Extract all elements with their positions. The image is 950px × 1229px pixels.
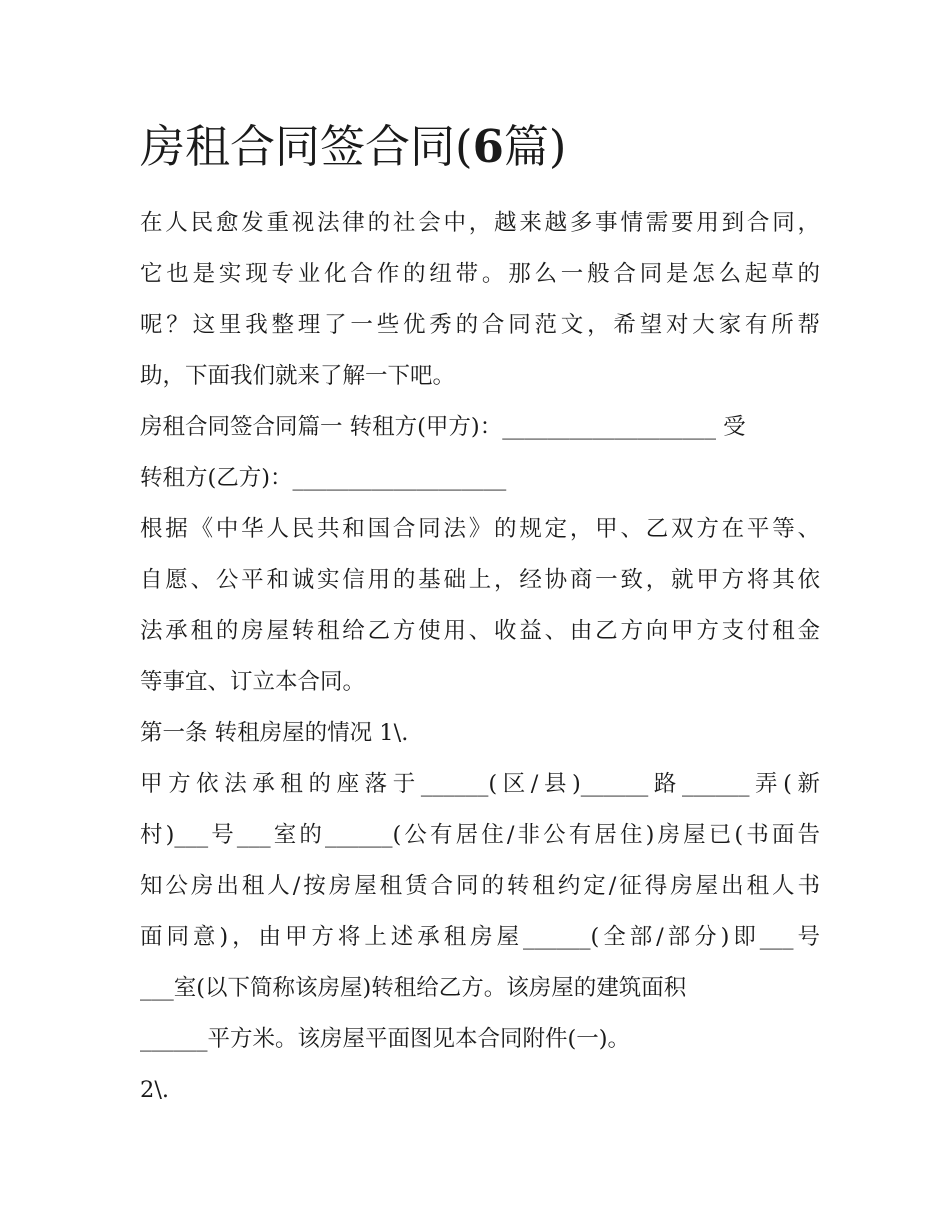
text-line: ______平方米。该房屋平面图见本合同附件(一)。 [140,1026,631,1052]
document-body [140,198,820,1116]
text-line: 等事宜、订立本合同。 [140,669,366,695]
text-line: ___室(以下简称该房屋)转租给乙方。该房屋的建筑面积 [140,975,687,1001]
parties-paragraph [140,402,820,504]
text-line: 根据《中华人民共和国合同法》的规定，甲、乙双方在平等、 [140,516,820,542]
text-line: 面同意)，由甲方将上述承租房屋______(全部/部分)即___号 [140,924,820,950]
text-line: 转租方(乙方)：___________________ [140,465,507,491]
title-number: 6 [472,120,504,173]
title-suffix: 篇) [503,120,567,173]
intro-paragraph [140,198,820,402]
text-line: 在人民愈发重视法律的社会中，越来越多事情需要用到合同， [140,210,820,236]
document-title [140,118,840,176]
text-line: 助，下面我们就来了解一下吧。 [140,363,456,389]
article-heading [140,708,820,759]
text-line: 2\. [140,1077,170,1103]
text-line: 呢？这里我整理了一些优秀的合同范文，希望对大家有所帮 [140,312,820,338]
text-line: 第一条 转租房屋的情况 1\. [140,720,409,746]
text-line: 知公房出租人/按房屋租赁合同的转租约定/征得房屋出租人书 [140,873,820,899]
text-line: 甲方依法承租的座落于______(区/县)______路______弄(新 [140,771,820,797]
text-line: 它也是实现专业化合作的纽带。那么一般合同是怎么起草的 [140,261,820,287]
text-line: 法承租的房屋转租给乙方使用、收益、由乙方向甲方支付租金 [140,618,820,644]
text-line: 自愿、公平和诚实信用的基础上，经协商一致，就甲方将其依 [140,567,820,593]
section-number [140,1065,820,1116]
title-prefix: 房租合同签合同( [140,120,473,173]
text-line: 房租合同签合同篇一 转租方(甲方)：___________________ 受 [140,414,746,440]
article-paragraph [140,759,820,1065]
preamble-paragraph [140,504,820,708]
text-line: 村)___号___室的______(公有居住/非公有居住)房屋已(书面告 [140,822,820,848]
